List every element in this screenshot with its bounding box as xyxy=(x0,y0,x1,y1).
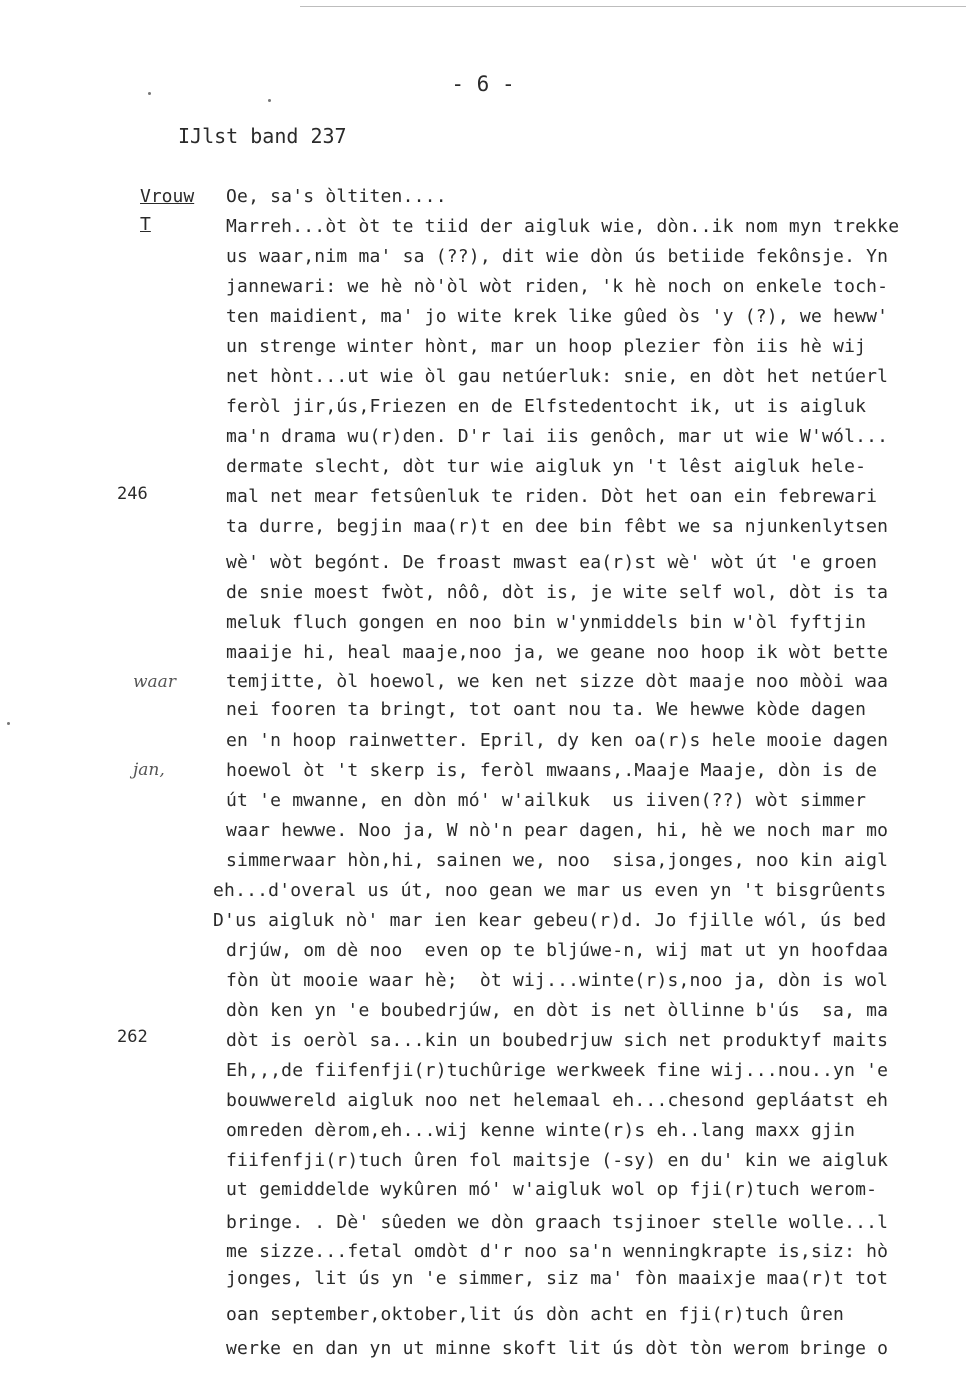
text-line: út 'e mwanne, en dòn mó' w'ailkuk us iiven(??) wòt simmer xyxy=(226,790,867,811)
text-line: jannewari: we hè nò'òl wòt riden, 'k hè noch on enkele toch- xyxy=(226,276,889,297)
text-line: ten maidient, ma' jo wite krek like gûed òs 'y (?), we heww' xyxy=(226,306,889,327)
text-line: me sizze...fetal omdòt d'r noo sa'n wenningkrapte is,siz: hò xyxy=(226,1241,889,1262)
scan-edge-line xyxy=(300,6,966,7)
text-line: wè' wòt begónt. De froast mwast ea(r)st wè' wòt út 'e groen xyxy=(226,552,878,573)
line-number-246: 246 xyxy=(117,484,148,504)
text-line: eh...d'overal us út, noo gean we mar us even yn 't bisgrûents xyxy=(213,880,887,901)
text-line: net hònt...ut wie òl gau netúerluk: snie, en dòt het netúerl xyxy=(226,366,889,387)
text-line: oan september,oktober,lit ús dòn acht en fji(r)tuch ûren xyxy=(226,1304,845,1325)
scan-speck xyxy=(268,99,271,102)
scan-speck xyxy=(7,722,10,725)
text-line: en 'n hoop rainwetter. Epril, dy ken oa(r)s hele mooie dagen xyxy=(226,730,889,751)
text-line: us waar,nim ma' sa (??), dit wie dòn ús betiide fekônsje. Yn xyxy=(226,246,889,267)
text-line: hoewol òt 't skerp is, feròl mwaans,.Maaje Maaje, dòn is de xyxy=(226,760,878,781)
text-line: Oe, sa's òltiten.... xyxy=(226,186,447,207)
text-line: bouwwereld aigluk noo net helemaal eh...chesond gepláatst eh xyxy=(226,1090,889,1111)
text-line: maaije hi, heal maaje,noo ja, we geane noo hoop ik wòt bette xyxy=(226,642,889,663)
page-number: - 6 - xyxy=(451,72,515,96)
text-line: fòn ùt mooie waar hè; òt wij...winte(r)s,noo ja, dòn is wol xyxy=(226,970,889,991)
text-line: dermate slecht, dòt tur wie aigluk yn 't lêst aigluk hele- xyxy=(226,456,867,477)
text-line: waar hewwe. Noo ja, W nò'n pear dagen, hi, hè we noch mar mo xyxy=(226,820,889,841)
text-line: meluk fluch gongen en noo bin w'ynmiddels bin w'òl fyftjin xyxy=(226,612,867,633)
text-line: drjúw, om dè noo even op te bljúwe-n, wij mat ut yn hoofdaa xyxy=(226,940,889,961)
text-line: jonges, lit ús yn 'e simmer, siz ma' fòn maaixje maa(r)t tot xyxy=(226,1268,889,1289)
text-line: nei fooren ta bringt, tot oant nou ta. We hewwe kòde dagen xyxy=(226,699,867,720)
text-line: feròl jir,ús,Friezen en de Elfstedentocht ik, ut is aigluk xyxy=(226,396,867,417)
speaker-vrouw: Vrouw xyxy=(140,186,195,207)
text-line: mal net mear fetsûenluk te riden. Dòt het oan ein febrewari xyxy=(226,486,878,507)
text-line: dòt is oeròl sa...kin un boubedrjuw sich net produktyf maits xyxy=(226,1030,889,1051)
text-line: ut gemiddelde wykûren mó' w'aigluk wol op fji(r)tuch werom- xyxy=(226,1179,878,1200)
text-line: de snie moest fwòt, nôô, dòt is, je wite self wol, dòt is ta xyxy=(226,582,889,603)
text-line: temjitte, òl hoewol, we ken net sizze dòt maaje noo mòòi waa xyxy=(226,671,889,692)
text-line: werke en dan yn ut minne skoft lit ús dòt tòn werom bringe o xyxy=(226,1338,889,1359)
text-line: dòn ken yn 'e boubedrjúw, en dòt is net òllinne b'ús sa, ma xyxy=(226,1000,889,1021)
text-line: fiifenfji(r)tuch ûren fol maitsje (-sy) en du' kin we aigluk xyxy=(226,1150,889,1171)
text-line: omreden dèrom,eh...wij kenne winte(r)s eh..lang maxx gjin xyxy=(226,1120,856,1141)
text-line: bringe. . Dè' sûeden we dòn graach tsjinoer stelle wolle...l xyxy=(226,1212,889,1233)
band-header: IJlst band 237 xyxy=(178,124,347,148)
text-line: Eh,,,de fiifenfji(r)tuchûrige werkweek fine wij...nou..yn 'e xyxy=(226,1060,889,1081)
margin-note-waar: waar xyxy=(133,672,176,692)
margin-note-jan: jan, xyxy=(133,760,165,780)
text-line: D'us aigluk nò' mar ien kear gebeu(r)d. Jo fjille wól, ús bed xyxy=(213,910,887,931)
text-line: simmerwaar hòn,hi, sainen we, noo sisa,jonges, noo kin aigl xyxy=(226,850,889,871)
text-line: Marreh...òt òt te tiid der aigluk wie, dòn..ik nom myn trekke xyxy=(226,216,900,237)
text-line: ta durre, begjin maa(r)t en dee bin fêbt we sa njunkenlytsen xyxy=(226,516,889,537)
line-number-262: 262 xyxy=(117,1027,148,1047)
text-line: ma'n drama wu(r)den. D'r lai iis genôch, mar ut wie W'wól... xyxy=(226,426,889,447)
scan-speck xyxy=(148,92,151,95)
speaker-t: T xyxy=(140,214,151,235)
text-line: un strenge winter hònt, mar un hoop plezier fòn iis hè wij xyxy=(226,336,867,357)
